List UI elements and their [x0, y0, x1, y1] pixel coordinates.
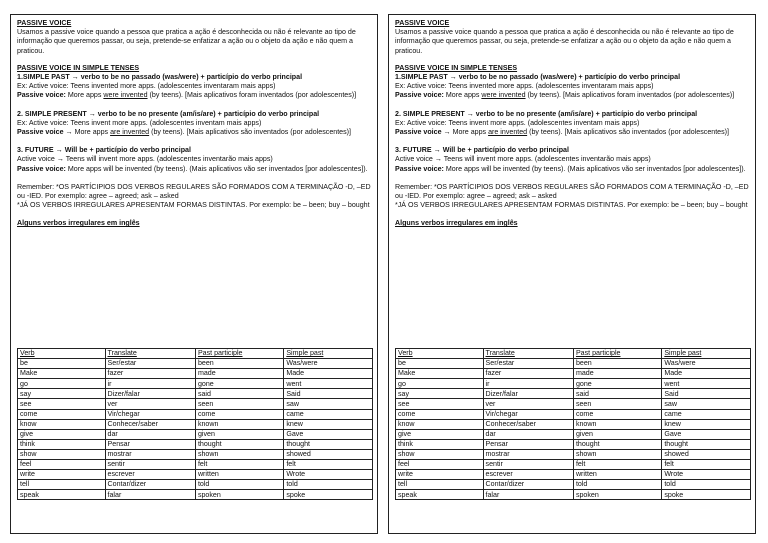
cell-simple-past: showed: [662, 449, 751, 459]
cell-simple-past: spoke: [284, 490, 373, 500]
cell-verb: feel: [396, 460, 484, 470]
cell-translate: Vir/chegar: [105, 409, 195, 419]
doc-title: PASSIVE VOICE: [17, 19, 72, 27]
cell-verb: see: [18, 399, 106, 409]
table-row: [18, 490, 373, 500]
cell-translate: sentir: [105, 460, 195, 470]
cell-past-participle: come: [195, 409, 283, 419]
cell-simple-past: told: [662, 480, 751, 490]
col-header-simple-past: Simple past: [662, 349, 751, 359]
future-passive: [17, 165, 372, 174]
cell-simple-past: felt: [662, 460, 751, 470]
doc-title: PASSIVE VOICE: [395, 19, 450, 27]
cell-past-participle: been: [195, 359, 283, 369]
cell-verb: write: [396, 470, 484, 480]
table-row: [18, 439, 373, 449]
cell-past-participle: made: [573, 369, 661, 379]
cell-simple-past: saw: [662, 399, 751, 409]
table-row: [18, 419, 373, 429]
table-row: [396, 399, 751, 409]
passive-verb: are invented: [110, 128, 150, 137]
cell-simple-past: showed: [284, 449, 373, 459]
cell-simple-past: spoke: [662, 490, 751, 500]
passive-label: Passive voice:: [17, 164, 66, 173]
passive-text: More apps will be invented (by teens). (Mais aplicativos vão ser inventados [por adolescentes]).: [65, 164, 368, 173]
irregular-note: *JÁ OS VERBOS IRREGULARES APRESENTAM FORMAS DISTINTAS. Por exemplo: be – been; buy – bought: [395, 201, 748, 210]
cell-past-participle: felt: [573, 460, 661, 470]
cell-simple-past: Made: [284, 369, 373, 379]
remember-note: Remember: *OS PARTÍCIPIOS DOS VERBOS REGULARES SÃO FORMADOS COM A TERMINAÇÃO -D, –ED ou -IED. Por exemplo: agree – agreed; ask – asked: [17, 182, 371, 201]
cell-verb: say: [18, 389, 106, 399]
cell-verb: feel: [18, 460, 106, 470]
table-row: [18, 480, 373, 490]
cell-verb: show: [396, 449, 484, 459]
cell-verb: give: [396, 429, 484, 439]
cell-simple-past: knew: [662, 419, 751, 429]
present-passive: [395, 128, 750, 137]
passive-label: Passive voice:: [395, 91, 444, 100]
table-row: [396, 490, 751, 500]
simple-tenses-heading: PASSIVE VOICE IN SIMPLE TENSES: [17, 63, 140, 72]
cell-verb: speak: [396, 490, 484, 500]
table-row: [18, 399, 373, 409]
passive-text: More apps: [443, 91, 482, 100]
table-row: [396, 379, 751, 389]
table-row: [396, 409, 751, 419]
col-header-translate: Translate: [105, 349, 195, 359]
cell-translate: Ser/estar: [483, 359, 573, 369]
table-row: [396, 389, 751, 399]
table-body: [396, 359, 751, 500]
cell-simple-past: knew: [284, 419, 373, 429]
cell-simple-past: Wrote: [284, 470, 373, 480]
cell-verb: go: [396, 379, 484, 389]
cell-verb: Make: [396, 369, 484, 379]
cell-past-participle: seen: [573, 399, 661, 409]
cell-verb: tell: [396, 480, 484, 490]
future-heading: 3. FUTURE → Will be + particípio do verbo principal: [395, 146, 569, 155]
cell-translate: ir: [105, 379, 195, 389]
simple-tenses-heading: PASSIVE VOICE IN SIMPLE TENSES: [395, 63, 518, 72]
passive-label: Passive voice:: [395, 164, 444, 173]
cell-past-participle: gone: [573, 379, 661, 389]
table-row: [396, 460, 751, 470]
table-row: [18, 449, 373, 459]
past-heading: 1.SIMPLE PAST → verbo to be no passado (was/were) + particípio do verbo principal: [17, 73, 303, 82]
table-row: [18, 359, 373, 369]
table-row: [396, 369, 751, 379]
cell-verb: speak: [18, 490, 106, 500]
cell-simple-past: went: [662, 379, 751, 389]
cell-verb: come: [18, 409, 106, 419]
passive-verb: were invented: [481, 91, 526, 100]
passive-label: Passive voice: [17, 128, 64, 137]
cell-translate: Contar/dizer: [105, 480, 195, 490]
cell-verb: Make: [18, 369, 106, 379]
verbs-heading: Alguns verbos irregulares em inglês: [17, 219, 140, 228]
table-row: [396, 480, 751, 490]
col-header-verb: Verb: [396, 349, 484, 359]
passive-text: (by teens). [Mais aplicativos foram inventados (por adolescentes)]: [525, 91, 735, 100]
intro-paragraph: Usamos a passive voice quando a pessoa que pratica a ação é desconhecida ou não é relevante ao tipo de informação que queremos passar, ou seja, pretende-se enfatizar a ação ou o objeto da ação e não quem a praticou.: [395, 28, 734, 55]
cell-verb: come: [396, 409, 484, 419]
cell-simple-past: Gave: [662, 429, 751, 439]
cell-verb: see: [396, 399, 484, 409]
cell-translate: Dizer/falar: [105, 389, 195, 399]
table-row: [18, 470, 373, 480]
cell-simple-past: Was/were: [662, 359, 751, 369]
table-row: [396, 429, 751, 439]
present-example: Ex: Active voice: Teens invent more apps. (adolescentes inventam mais apps): [395, 118, 640, 127]
verbs-heading: Alguns verbos irregulares em inglês: [395, 219, 518, 228]
passive-label: Passive voice:: [17, 91, 66, 100]
table-row: [18, 460, 373, 470]
cell-translate: dar: [483, 429, 573, 439]
cell-translate: Ser/estar: [105, 359, 195, 369]
cell-simple-past: came: [662, 409, 751, 419]
past-heading: 1.SIMPLE PAST → verbo to be no passado (was/were) + particípio do verbo principal: [395, 73, 681, 82]
table-row: [396, 449, 751, 459]
cell-translate: Conhecer/saber: [483, 419, 573, 429]
col-header-verb: Verb: [18, 349, 106, 359]
table-row: [396, 470, 751, 480]
cell-verb: write: [18, 470, 106, 480]
cell-past-participle: written: [195, 470, 283, 480]
cell-simple-past: thought: [284, 439, 373, 449]
present-heading: 2. SIMPLE PRESENT → verbo to be no presente (am/is/are) + particípio do verbo principal: [17, 109, 320, 118]
cell-simple-past: felt: [284, 460, 373, 470]
cell-past-participle: given: [573, 429, 661, 439]
cell-translate: fazer: [483, 369, 573, 379]
cell-past-participle: been: [573, 359, 661, 369]
present-example: Ex: Active voice: Teens invent more apps. (adolescentes inventam mais apps): [17, 118, 262, 127]
past-example: Ex: Active voice: Teens invented more apps. (adolescentes inventaram mais apps): [17, 82, 276, 91]
passive-text: → More apps: [441, 128, 489, 137]
cell-past-participle: gone: [195, 379, 283, 389]
cell-translate: falar: [105, 490, 195, 500]
table-row: [18, 429, 373, 439]
cell-verb: think: [396, 439, 484, 449]
cell-translate: mostrar: [105, 449, 195, 459]
cell-past-participle: thought: [573, 439, 661, 449]
cell-past-participle: told: [195, 480, 283, 490]
cell-past-participle: said: [573, 389, 661, 399]
passive-verb: were invented: [103, 91, 148, 100]
cell-verb: say: [396, 389, 484, 399]
remember-note: Remember: *OS PARTÍCIPIOS DOS VERBOS REGULARES SÃO FORMADOS COM A TERMINAÇÃO -D, –ED ou -IED. Por exemplo: agree – agreed; ask – asked: [395, 182, 749, 201]
cell-past-participle: thought: [195, 439, 283, 449]
cell-translate: fazer: [105, 369, 195, 379]
cell-past-participle: said: [195, 389, 283, 399]
irregular-verbs-table: [395, 348, 751, 500]
cell-verb: show: [18, 449, 106, 459]
cell-simple-past: Said: [662, 389, 751, 399]
col-header-past-participle: Past participle: [573, 349, 661, 359]
cell-verb: give: [18, 429, 106, 439]
irregular-note: *JÁ OS VERBOS IRREGULARES APRESENTAM FORMAS DISTINTAS. Por exemplo: be – been; buy – bought: [17, 201, 370, 210]
passive-verb: are invented: [488, 128, 528, 137]
cell-translate: escrever: [105, 470, 195, 480]
cell-simple-past: told: [284, 480, 373, 490]
present-passive: [17, 128, 372, 137]
cell-translate: Vir/chegar: [483, 409, 573, 419]
cell-simple-past: Was/were: [284, 359, 373, 369]
cell-past-participle: spoken: [195, 490, 283, 500]
passive-text: → More apps: [63, 128, 111, 137]
cell-past-participle: known: [195, 419, 283, 429]
table-row: [396, 419, 751, 429]
cell-past-participle: come: [573, 409, 661, 419]
page-right: [388, 14, 756, 534]
table-header-row: [18, 349, 373, 359]
page-left: [10, 14, 378, 534]
cell-simple-past: Said: [284, 389, 373, 399]
table-row: [396, 439, 751, 449]
cell-simple-past: saw: [284, 399, 373, 409]
table-row: [18, 369, 373, 379]
cell-simple-past: Gave: [284, 429, 373, 439]
cell-translate: ver: [105, 399, 195, 409]
cell-verb: be: [396, 359, 484, 369]
past-passive: [395, 91, 750, 100]
cell-translate: dar: [105, 429, 195, 439]
cell-verb: know: [396, 419, 484, 429]
cell-verb: tell: [18, 480, 106, 490]
cell-past-participle: told: [573, 480, 661, 490]
passive-text: (by teens). [Mais aplicativos são inventados (por adolescentes)]: [149, 128, 352, 137]
cell-translate: ir: [483, 379, 573, 389]
passive-text: (by teens). [Mais aplicativos foram inventados (por adolescentes)]: [147, 91, 357, 100]
cell-translate: Pensar: [105, 439, 195, 449]
past-passive: [17, 91, 372, 100]
table-row: [18, 409, 373, 419]
cell-translate: sentir: [483, 460, 573, 470]
cell-translate: Dizer/falar: [483, 389, 573, 399]
table-header-row: [396, 349, 751, 359]
cell-translate: falar: [483, 490, 573, 500]
past-example: Ex: Active voice: Teens invented more apps. (adolescentes inventaram mais apps): [395, 82, 654, 91]
col-header-past-participle: Past participle: [195, 349, 283, 359]
cell-past-participle: seen: [195, 399, 283, 409]
cell-past-participle: shown: [195, 449, 283, 459]
cell-past-participle: written: [573, 470, 661, 480]
cell-translate: mostrar: [483, 449, 573, 459]
future-passive: [395, 165, 750, 174]
cell-past-participle: given: [195, 429, 283, 439]
cell-verb: be: [18, 359, 106, 369]
cell-past-participle: made: [195, 369, 283, 379]
table-row: [18, 379, 373, 389]
passive-label: Passive voice: [395, 128, 442, 137]
cell-translate: escrever: [483, 470, 573, 480]
cell-past-participle: felt: [195, 460, 283, 470]
future-heading: 3. FUTURE → Will be + particípio do verbo principal: [17, 146, 191, 155]
cell-verb: think: [18, 439, 106, 449]
cell-translate: Pensar: [483, 439, 573, 449]
cell-past-participle: known: [573, 419, 661, 429]
cell-past-participle: shown: [573, 449, 661, 459]
table-body: [18, 359, 373, 500]
future-example: Active voice → Teens will invent more apps. (adolescentes inventarão mais apps): [395, 155, 651, 164]
cell-translate: Contar/dizer: [483, 480, 573, 490]
cell-simple-past: thought: [662, 439, 751, 449]
cell-verb: know: [18, 419, 106, 429]
intro-paragraph: Usamos a passive voice quando a pessoa que pratica a ação é desconhecida ou não é relevante ao tipo de informação que queremos passar, ou seja, pretende-se enfatizar a ação ou o objeto da ação e não quem a praticou.: [17, 28, 356, 55]
cell-translate: Conhecer/saber: [105, 419, 195, 429]
cell-simple-past: Wrote: [662, 470, 751, 480]
table-row: [396, 359, 751, 369]
passive-text: More apps will be invented (by teens). (Mais aplicativos vão ser inventados [por adolescentes]).: [443, 164, 746, 173]
col-header-translate: Translate: [483, 349, 573, 359]
present-heading: 2. SIMPLE PRESENT → verbo to be no presente (am/is/are) + particípio do verbo principal: [395, 109, 698, 118]
cell-verb: go: [18, 379, 106, 389]
cell-past-participle: spoken: [573, 490, 661, 500]
future-example: Active voice → Teens will invent more apps. (adolescentes inventarão mais apps): [17, 155, 273, 164]
passive-text: More apps: [65, 91, 104, 100]
table-row: [18, 389, 373, 399]
cell-translate: ver: [483, 399, 573, 409]
cell-simple-past: came: [284, 409, 373, 419]
cell-simple-past: Made: [662, 369, 751, 379]
cell-simple-past: went: [284, 379, 373, 389]
col-header-simple-past: Simple past: [284, 349, 373, 359]
passive-text: (by teens). [Mais aplicativos são inventados (por adolescentes)]: [527, 128, 730, 137]
irregular-verbs-table: [17, 348, 373, 500]
